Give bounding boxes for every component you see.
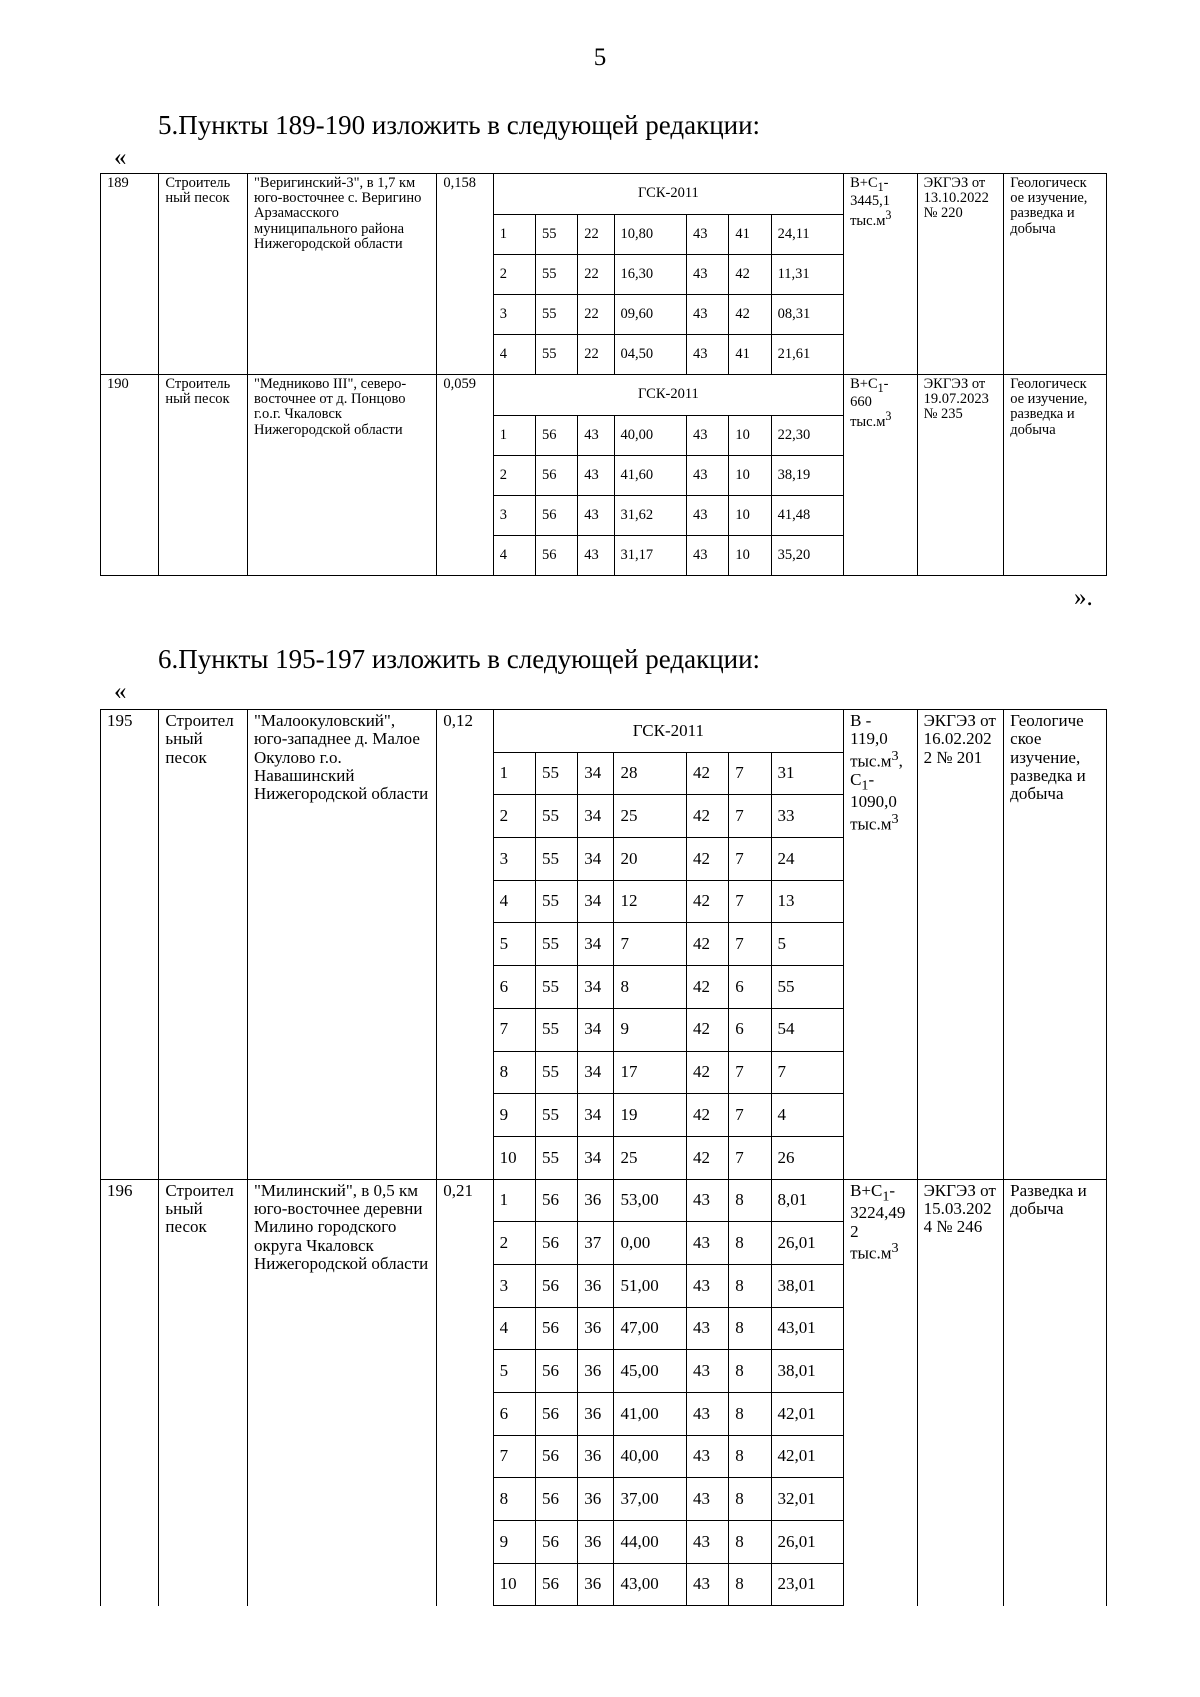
coordinate-system: ГСК-2011: [493, 710, 843, 753]
section-6-heading: 6.Пункты 195-197 изложить в следующей редакции:: [158, 644, 761, 674]
point-number: 1: [493, 752, 535, 795]
item-number: 190: [101, 375, 159, 576]
lon-degrees: 43: [687, 496, 729, 536]
lat-degrees: 56: [535, 1478, 577, 1521]
point-number: 5: [493, 1350, 535, 1393]
point-number: 1: [493, 416, 535, 456]
lon-minutes: 8: [729, 1307, 771, 1350]
lat-seconds: 43,00: [614, 1563, 686, 1606]
lat-seconds: 44,00: [614, 1521, 686, 1564]
lon-seconds: 42,01: [771, 1393, 844, 1436]
section-6-open-quote: «: [114, 678, 127, 705]
lon-degrees: 42: [686, 923, 728, 966]
lat-minutes: 43: [578, 456, 614, 496]
lat-degrees: 55: [535, 1008, 577, 1051]
lon-degrees: 42: [686, 752, 728, 795]
lat-minutes: 43: [578, 496, 614, 536]
lon-minutes: 10: [729, 456, 771, 496]
lat-seconds: 19: [614, 1094, 686, 1137]
lon-seconds: 26,01: [771, 1222, 844, 1265]
lon-seconds: 08,31: [771, 295, 844, 335]
section-5-table: [100, 173, 1107, 576]
lat-seconds: 25: [614, 795, 686, 838]
lat-seconds: 7: [614, 923, 686, 966]
coordinate-system: ГСК-2011: [493, 174, 843, 215]
site-location: "Малоокуловский", юго-западнее д. Малое Окулово г.о. Навашинский Нижегородской области: [247, 710, 436, 1180]
lat-degrees: 56: [535, 1179, 577, 1222]
page-number: 5: [593, 44, 607, 71]
usage-purpose: Геологическ ое изучение, разведка и добыча: [1004, 375, 1107, 576]
lon-degrees: 42: [686, 795, 728, 838]
usage-purpose: Геологиче ское изучение, разведка и добыча: [1004, 710, 1107, 1180]
lon-minutes: 10: [729, 496, 771, 536]
point-number: 1: [493, 1179, 535, 1222]
lat-degrees: 55: [536, 295, 578, 335]
lat-minutes: 36: [578, 1521, 614, 1564]
lat-seconds: 16,30: [614, 255, 687, 295]
point-number: 3: [493, 1264, 535, 1307]
lon-degrees: 43: [687, 456, 729, 496]
lon-minutes: 8: [729, 1478, 771, 1521]
lat-degrees: 55: [536, 215, 578, 255]
lat-seconds: 12: [614, 880, 686, 923]
lon-degrees: 42: [686, 838, 728, 881]
section-5-heading: 5.Пункты 189-190 изложить в следующей редакции:: [158, 110, 761, 140]
lat-minutes: 34: [578, 1008, 614, 1051]
lon-seconds: 32,01: [771, 1478, 844, 1521]
lat-minutes: 34: [578, 966, 614, 1009]
lon-seconds: 7: [771, 1051, 844, 1094]
lat-degrees: 55: [536, 335, 578, 375]
lon-minutes: 42: [729, 255, 771, 295]
lat-minutes: 43: [578, 536, 614, 576]
lon-degrees: 43: [687, 536, 729, 576]
lon-degrees: 43: [686, 1521, 728, 1564]
lon-degrees: 42: [686, 1094, 728, 1137]
lon-seconds: 38,01: [771, 1264, 844, 1307]
lat-degrees: 56: [535, 1264, 577, 1307]
lon-seconds: 55: [771, 966, 844, 1009]
section-6-table: [100, 709, 1107, 1606]
site-location: "Медниково III", северо-восточнее от д. Понцово г.о.г. Чкаловск Нижегородской области: [248, 375, 437, 576]
approval-protocol: ЭКГЭЗ от 15.03.202 4 № 246: [917, 1179, 1004, 1606]
item-number: 195: [101, 710, 159, 1180]
lon-degrees: 43: [686, 1393, 728, 1436]
lon-minutes: 8: [729, 1222, 771, 1265]
lon-degrees: 43: [686, 1307, 728, 1350]
lon-seconds: 4: [771, 1094, 844, 1137]
lon-seconds: 13: [771, 880, 844, 923]
lat-minutes: 36: [578, 1307, 614, 1350]
lat-seconds: 28: [614, 752, 686, 795]
lon-seconds: 5: [771, 923, 844, 966]
mineral-type: Строител ьный песок: [159, 1179, 248, 1606]
lat-degrees: 55: [536, 255, 578, 295]
lat-seconds: 31,62: [614, 496, 687, 536]
lat-degrees: 56: [535, 1435, 577, 1478]
lat-degrees: 55: [535, 880, 577, 923]
lon-degrees: 42: [686, 1136, 728, 1179]
site-area: 0,21: [437, 1179, 493, 1606]
approval-protocol: ЭКГЭЗ от 13.10.2022 № 220: [917, 174, 1004, 375]
point-number: 2: [493, 255, 535, 295]
point-number: 3: [493, 295, 535, 335]
lon-seconds: 8,01: [771, 1179, 844, 1222]
table-row: [101, 1179, 1107, 1222]
lat-degrees: 56: [535, 1222, 577, 1265]
reserves: $В+С_1-$ 3445,1 $тыс.м^3$: [844, 174, 918, 375]
lat-seconds: 04,50: [614, 335, 687, 375]
lat-minutes: 34: [578, 880, 614, 923]
lon-seconds: 23,01: [771, 1563, 844, 1606]
lon-degrees: 43: [687, 335, 729, 375]
lat-degrees: 56: [535, 1563, 577, 1606]
lon-minutes: 10: [729, 536, 771, 576]
lon-minutes: 6: [729, 1008, 771, 1051]
lat-degrees: 56: [536, 536, 578, 576]
point-number: 6: [493, 966, 535, 1009]
lat-degrees: 55: [535, 1094, 577, 1137]
lon-seconds: 31: [771, 752, 844, 795]
lat-minutes: 34: [578, 1136, 614, 1179]
lon-seconds: 41,48: [771, 496, 844, 536]
lat-degrees: 55: [535, 838, 577, 881]
lat-seconds: 47,00: [614, 1307, 686, 1350]
point-number: 4: [493, 1307, 535, 1350]
lon-degrees: 43: [686, 1563, 728, 1606]
lat-minutes: 22: [578, 255, 614, 295]
lat-minutes: 34: [578, 1094, 614, 1137]
item-number: 189: [101, 174, 159, 375]
lon-seconds: 42,01: [771, 1435, 844, 1478]
lon-minutes: 7: [729, 923, 771, 966]
lon-seconds: 35,20: [771, 536, 844, 576]
lon-minutes: 7: [729, 795, 771, 838]
lat-seconds: 40,00: [614, 1435, 686, 1478]
lon-degrees: 43: [686, 1350, 728, 1393]
lat-seconds: 09,60: [614, 295, 687, 335]
lat-seconds: 51,00: [614, 1264, 686, 1307]
site-area: 0,059: [437, 375, 493, 576]
lon-seconds: 38,01: [771, 1350, 844, 1393]
table-row: [101, 375, 1107, 416]
lat-degrees: 56: [535, 1393, 577, 1436]
lat-seconds: 8: [614, 966, 686, 1009]
lat-seconds: 17: [614, 1051, 686, 1094]
lat-minutes: 36: [578, 1393, 614, 1436]
lon-seconds: 26,01: [771, 1521, 844, 1564]
lon-minutes: 8: [729, 1563, 771, 1606]
lat-minutes: 34: [578, 1051, 614, 1094]
lat-minutes: 22: [578, 215, 614, 255]
lon-seconds: 11,31: [771, 255, 844, 295]
lon-minutes: 8: [729, 1521, 771, 1564]
lon-seconds: 26: [771, 1136, 844, 1179]
lon-minutes: 8: [729, 1350, 771, 1393]
lat-minutes: 37: [578, 1222, 614, 1265]
item-number: 196: [101, 1179, 159, 1606]
lat-degrees: 56: [536, 416, 578, 456]
point-number: 9: [493, 1521, 535, 1564]
point-number: 9: [493, 1094, 535, 1137]
lat-seconds: 10,80: [614, 215, 687, 255]
lat-degrees: 56: [535, 1521, 577, 1564]
lon-seconds: 24: [771, 838, 844, 881]
lat-seconds: 20: [614, 838, 686, 881]
approval-protocol: ЭКГЭЗ от 19.07.2023 № 235: [917, 375, 1004, 576]
point-number: 2: [493, 795, 535, 838]
lat-seconds: 37,00: [614, 1478, 686, 1521]
site-location: "Милинский", в 0,5 км юго-восточнее деревни Милино городского округа Чкаловск Нижегородской области: [247, 1179, 436, 1606]
site-area: 0,12: [437, 710, 493, 1180]
lon-degrees: 42: [686, 966, 728, 1009]
lon-minutes: 7: [729, 880, 771, 923]
table-row: [101, 710, 1107, 753]
point-number: 4: [493, 880, 535, 923]
lat-degrees: 56: [536, 456, 578, 496]
mineral-type: Строитель ный песок: [159, 375, 248, 576]
lon-seconds: 38,19: [771, 456, 844, 496]
point-number: 7: [493, 1008, 535, 1051]
lon-degrees: 42: [686, 1008, 728, 1051]
lat-degrees: 55: [535, 923, 577, 966]
lat-minutes: 34: [578, 923, 614, 966]
point-number: 6: [493, 1393, 535, 1436]
point-number: 10: [493, 1136, 535, 1179]
lon-minutes: 7: [729, 752, 771, 795]
lat-degrees: 55: [535, 752, 577, 795]
point-number: 1: [493, 215, 535, 255]
lon-minutes: 7: [729, 1094, 771, 1137]
lat-degrees: 56: [535, 1350, 577, 1393]
lat-minutes: 22: [578, 295, 614, 335]
lat-degrees: 56: [535, 1307, 577, 1350]
lon-minutes: 7: [729, 1136, 771, 1179]
point-number: 5: [493, 923, 535, 966]
site-location: "Веригинский-3", в 1,7 км юго-восточнее с. Веригино Арзамасского муниципального района Нижегородской области: [248, 174, 437, 375]
lat-seconds: 31,17: [614, 536, 687, 576]
lon-minutes: 42: [729, 295, 771, 335]
lat-degrees: 55: [535, 1136, 577, 1179]
coordinate-system: ГСК-2011: [493, 375, 843, 416]
lon-seconds: 21,61: [771, 335, 844, 375]
lat-minutes: 36: [578, 1350, 614, 1393]
lat-minutes: 22: [578, 335, 614, 375]
lon-degrees: 43: [686, 1435, 728, 1478]
lon-minutes: 8: [729, 1179, 771, 1222]
lat-seconds: 40,00: [614, 416, 687, 456]
table-row: [101, 174, 1107, 215]
lon-degrees: 43: [687, 295, 729, 335]
point-number: 3: [493, 838, 535, 881]
section-5-close-quote: ».: [1074, 584, 1093, 611]
lon-minutes: 41: [729, 215, 771, 255]
lon-minutes: 6: [729, 966, 771, 1009]
reserves: $В+С_1-$ 660 $тыс.м^3$: [844, 375, 918, 576]
lon-minutes: 7: [729, 838, 771, 881]
point-number: 7: [493, 1435, 535, 1478]
lat-minutes: 34: [578, 752, 614, 795]
lon-degrees: 42: [686, 880, 728, 923]
lat-minutes: 36: [578, 1435, 614, 1478]
lat-degrees: 55: [535, 1051, 577, 1094]
lat-degrees: 55: [535, 966, 577, 1009]
lon-degrees: 43: [686, 1222, 728, 1265]
lat-minutes: 34: [578, 838, 614, 881]
lat-seconds: 41,60: [614, 456, 687, 496]
mineral-type: Строитель ный песок: [159, 174, 248, 375]
lat-degrees: 55: [535, 795, 577, 838]
lat-minutes: 36: [578, 1563, 614, 1606]
lon-degrees: 43: [687, 416, 729, 456]
lat-minutes: 36: [578, 1264, 614, 1307]
lon-degrees: 43: [686, 1478, 728, 1521]
reserves: В - 119,0 $тыс.м^3$, $С_1-$ 1090,0 $тыс.м^3$: [844, 710, 918, 1180]
approval-protocol: ЭКГЭЗ от 16.02.202 2 № 201: [917, 710, 1004, 1180]
lat-minutes: 36: [578, 1179, 614, 1222]
point-number: 3: [493, 496, 535, 536]
point-number: 8: [493, 1478, 535, 1521]
section-5-open-quote: «: [114, 144, 127, 171]
lon-seconds: 33: [771, 795, 844, 838]
lat-degrees: 56: [536, 496, 578, 536]
lon-degrees: 42: [686, 1051, 728, 1094]
lat-seconds: 45,00: [614, 1350, 686, 1393]
reserves: $В+С_1-$ 3224,49 2 $тыс.м^3$: [844, 1179, 918, 1606]
lon-minutes: 10: [729, 416, 771, 456]
point-number: 4: [493, 335, 535, 375]
lon-minutes: 7: [729, 1051, 771, 1094]
point-number: 2: [493, 456, 535, 496]
lon-degrees: 43: [686, 1264, 728, 1307]
lat-seconds: 9: [614, 1008, 686, 1051]
lon-minutes: 41: [729, 335, 771, 375]
lat-seconds: 25: [614, 1136, 686, 1179]
lat-minutes: 34: [578, 795, 614, 838]
usage-purpose: Геологическ ое изучение, разведка и добыча: [1004, 174, 1107, 375]
mineral-type: Строител ьный песок: [159, 710, 248, 1180]
point-number: 10: [493, 1563, 535, 1606]
lon-seconds: 54: [771, 1008, 844, 1051]
lon-seconds: 22,30: [771, 416, 844, 456]
lat-seconds: 41,00: [614, 1393, 686, 1436]
point-number: 8: [493, 1051, 535, 1094]
lon-minutes: 8: [729, 1393, 771, 1436]
usage-purpose: Разведка и добыча: [1004, 1179, 1107, 1606]
lon-degrees: 43: [686, 1179, 728, 1222]
lat-seconds: 0,00: [614, 1222, 686, 1265]
point-number: 2: [493, 1222, 535, 1265]
lon-degrees: 43: [687, 255, 729, 295]
lon-seconds: 43,01: [771, 1307, 844, 1350]
lon-minutes: 8: [729, 1264, 771, 1307]
lon-degrees: 43: [687, 215, 729, 255]
lat-minutes: 43: [578, 416, 614, 456]
site-area: 0,158: [437, 174, 493, 375]
lon-minutes: 8: [729, 1435, 771, 1478]
lon-seconds: 24,11: [771, 215, 844, 255]
point-number: 4: [493, 536, 535, 576]
lat-minutes: 36: [578, 1478, 614, 1521]
lat-seconds: 53,00: [614, 1179, 686, 1222]
